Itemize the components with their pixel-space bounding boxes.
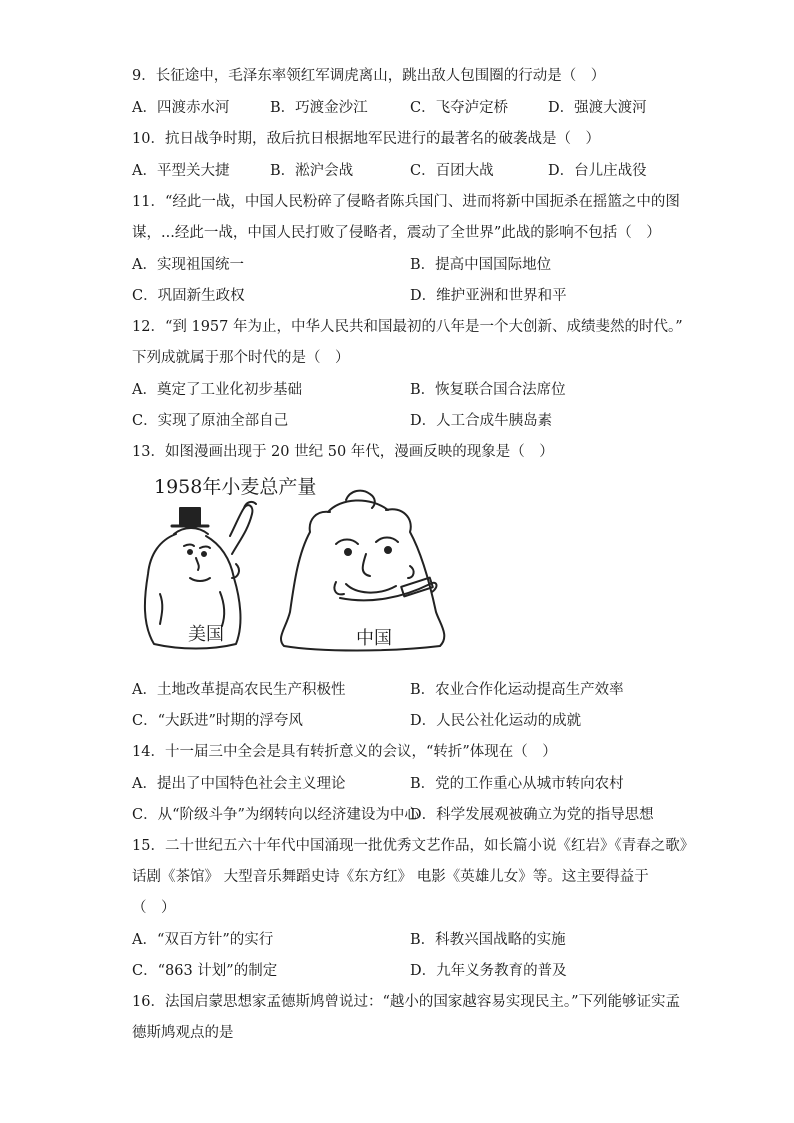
q11-option-b: B．提高中国国际地位	[410, 257, 552, 273]
q9-option-b: B．巧渡金沙江	[270, 100, 368, 116]
question-13-stem: 13．如图漫画出现于 20 世纪 50 年代，漫画反映的现象是（ ）	[132, 444, 554, 460]
q14-option-c: C．从“阶级斗争”为纲转向以经济建设为中心	[132, 807, 419, 823]
question-10-stem: 10．抗日战争时期，敌后抗日根据地军民进行的最著名的破袭战是（ ）	[132, 131, 600, 147]
china-label: 中国	[356, 628, 392, 649]
question-12-stem-line-2: 下列成就属于那个时代的是（ ）	[132, 350, 350, 366]
q11-option-c: C．巩固新生政权	[132, 288, 245, 304]
q15-option-b: B．科教兴国战略的实施	[410, 932, 566, 948]
q15-option-c: C．“863 计划”的制定	[132, 963, 278, 979]
q9-option-a: A．四渡赤水河	[132, 100, 230, 116]
usa-label: 美国	[188, 624, 224, 645]
question-12-stem-line-1: 12．“到 1957 年为止，中华人民共和国最初的八年是一个大创新、成绩斐然的时代。”	[132, 319, 683, 335]
q9-option-d: D．强渡大渡河	[548, 100, 647, 116]
question-16-stem-line-1: 16．法国启蒙思想家孟德斯鸠曾说过：“越小的国家越容易实现民主。”下列能够证实孟	[132, 994, 681, 1010]
q15-option-d: D．九年义务教育的普及	[410, 963, 567, 979]
q13-option-d: D．人民公社化运动的成就	[410, 713, 582, 729]
question-15-stem-line-1: 15．二十世纪五六十年代中国涌现一批优秀文艺作品，如长篇小说《红岩》《青春之歌》	[132, 838, 695, 854]
question-15-stem-line-3: （ ）	[132, 900, 176, 916]
q14-option-d: D．科学发展观被确立为党的指导思想	[410, 807, 654, 823]
q13-option-a: A．土地改革提高农民生产积极性	[132, 682, 346, 698]
q10-option-b: B．淞沪会战	[270, 163, 354, 179]
question-11-stem-line-2: 谋，...经此一战，中国人民打败了侵略者，震动了全世界”此战的影响不包括（ ）	[132, 225, 661, 241]
q12-option-b: B．恢复联合国合法席位	[410, 382, 566, 398]
question-11-stem-line-1: 11．“经此一战，中国人民粉碎了侵略者陈兵国门、进而将新中国扼杀在摇篮之中的图	[132, 194, 680, 210]
q14-option-b: B．党的工作重心从城市转向农村	[410, 776, 624, 792]
china-sack-figure	[281, 491, 444, 651]
wheat-output-cartoon	[140, 474, 460, 654]
q13-option-c: C．“大跃进”时期的浮夸风	[132, 713, 303, 729]
q10-option-a: A．平型关大捷	[132, 163, 230, 179]
q15-option-a: A．“双百方针”的实行	[132, 932, 274, 948]
q10-option-d: D．台儿庄战役	[548, 163, 647, 179]
question-16-stem-line-2: 德斯鸠观点的是	[132, 1025, 234, 1041]
q11-option-a: A．实现祖国统一	[132, 257, 244, 273]
question-14-stem: 14．十一届三中全会是具有转折意义的会议，“转折”体现在（ ）	[132, 744, 557, 760]
q11-option-d: D．维护亚洲和世界和平	[410, 288, 567, 304]
q12-option-a: A．奠定了工业化初步基础	[132, 382, 302, 398]
question-15-stem-line-2: 话剧《茶馆》 大型音乐舞蹈史诗《东方红》 电影《英雄儿女》等。这主要得益于	[132, 869, 649, 885]
q12-option-c: C．实现了原油全部自己	[132, 413, 289, 429]
q13-option-b: B．农业合作化运动提高生产效率	[410, 682, 624, 698]
question-9-stem: 9．长征途中，毛泽东率领红军调虎离山，跳出敌人包围圈的行动是（ ）	[132, 68, 606, 84]
q14-option-a: A．提出了中国特色社会主义理论	[132, 776, 346, 792]
q9-option-c: C．飞夺泸定桥	[410, 100, 509, 116]
q10-option-c: C．百团大战	[410, 163, 494, 179]
cartoon-title: 1958年小麦总产量	[154, 476, 317, 498]
q12-option-d: D．人工合成牛胰岛素	[410, 413, 553, 429]
